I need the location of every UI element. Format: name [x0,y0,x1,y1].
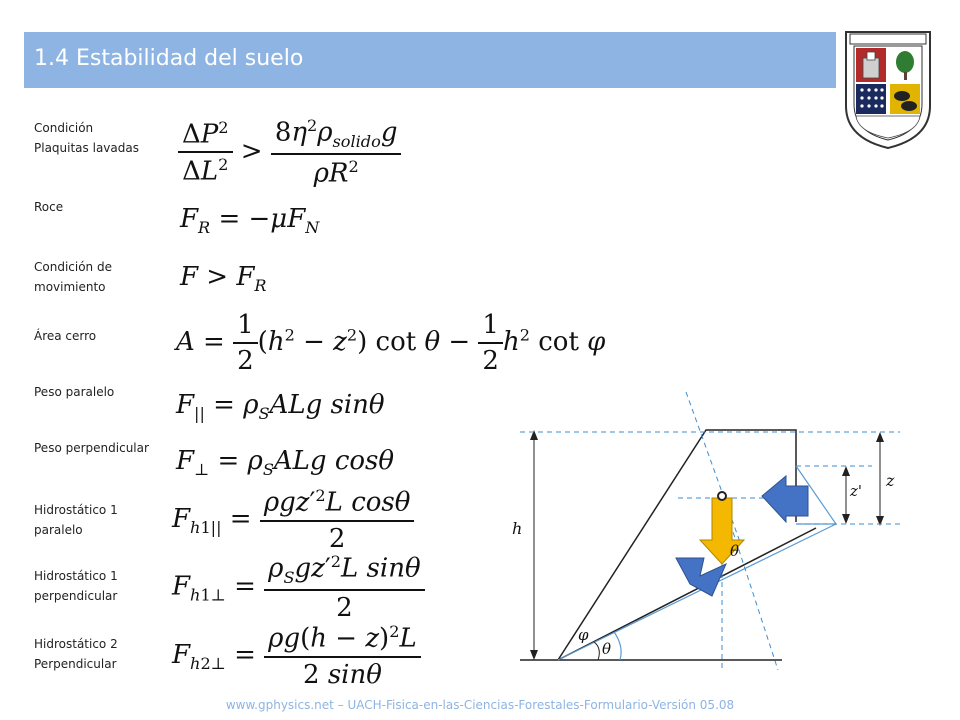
label-line: Condición de [34,260,112,274]
arrowhead [530,650,538,660]
center-of-mass-marker [718,492,726,500]
label-peso-paralelo [34,382,114,402]
angle-arc-phi [594,642,599,660]
label-z: z [886,471,895,490]
university-crest-logo [838,28,938,152]
label-line: Peso perpendicular [34,441,149,455]
footer-text: www.gphysics.net – UACH-Fisica-en-las-Ciencias-Forestales-Formulario-Versión 05.08 [225,698,735,712]
label-line: Condición [34,121,94,135]
slope-outline [558,430,796,660]
label-condicion-plaquitas [34,118,139,158]
label-h: h [512,519,523,538]
formula-area-cerro: A = $\frac{1}{2}$ $(h^2 - z^2)$ cot θ − $\frac{1}{2}$ $h^2$ cot φ [176,310,606,376]
label-line: Roce [34,200,64,214]
label-line: paralelo [34,523,83,537]
label-phi: φ [578,626,589,644]
title-bar [24,32,836,88]
label-line: Peso paralelo [34,385,115,399]
label-line: movimiento [34,280,106,294]
label-roce [34,197,63,217]
formula-peso-perpendicular: $F_\perp = \rho_SALg$ cosθ [176,446,395,480]
arrowhead [842,514,850,524]
label-hidrostatico1-paralelo [34,500,118,540]
formula-condicion-movimiento: $F > F_R$ [180,262,267,296]
label-line: Hidrostático 1 [34,503,118,517]
label-line: Área cerro [34,329,97,343]
label-condicion-movimiento [34,257,112,297]
formula-hidrostatico2-perpendicular: $F_{h2\perp}$ = $\frac{\rho g(h - z)^2L}{2 \sin\theta}$ [172,622,421,690]
arrowhead [876,432,884,442]
label-line: Perpendicular [34,657,117,671]
label-hidrostatico1-perpendicular [34,566,118,606]
formula-condicion-plaquitas: $\frac{\Delta P^2}{\Delta L^2}$ > $\frac{8\eta^2\rho_{solido}g}{\rho R^2}$ [178,116,401,189]
friction-force-arrow [676,558,726,596]
label-peso-perpendicular [34,438,149,458]
label-theta-top: θ [730,542,740,560]
formula-hidrostatico1-paralelo: $F_{h1||}$ = $\frac{\rho gz'^2L \cos\theta}{2}$ [172,486,414,554]
label-zprime: z' [850,482,863,500]
label-theta-bottom: θ [602,640,612,658]
label-area-cerro [34,326,96,346]
label-line: Plaquitas lavadas [34,141,139,155]
label-line: Hidrostático 1 [34,569,118,583]
incline-line-blue [558,524,836,660]
label-line: perpendicular [34,589,118,603]
page-title: 1.4 Estabilidad del suelo [34,46,304,71]
label-hidrostatico2-perpendicular [34,634,118,674]
formula-peso-paralelo: $F_{||} = \rho_SALg$ sinθ [176,390,385,424]
formula-hidrostatico1-perpendicular: $F_{h1\perp}$ = $\frac{\rho_Sgz'^2L \sin\theta}{2}$ [172,552,425,623]
incline-line [558,528,816,660]
angle-arc-theta [614,632,621,660]
hydrostatic-force-arrow [762,476,808,522]
formula-roce: $F_R = -\mu F_N$ [180,204,320,238]
label-line: Hidrostático 2 [34,637,118,651]
arrowhead [842,466,850,476]
slope-diagram [500,392,900,672]
